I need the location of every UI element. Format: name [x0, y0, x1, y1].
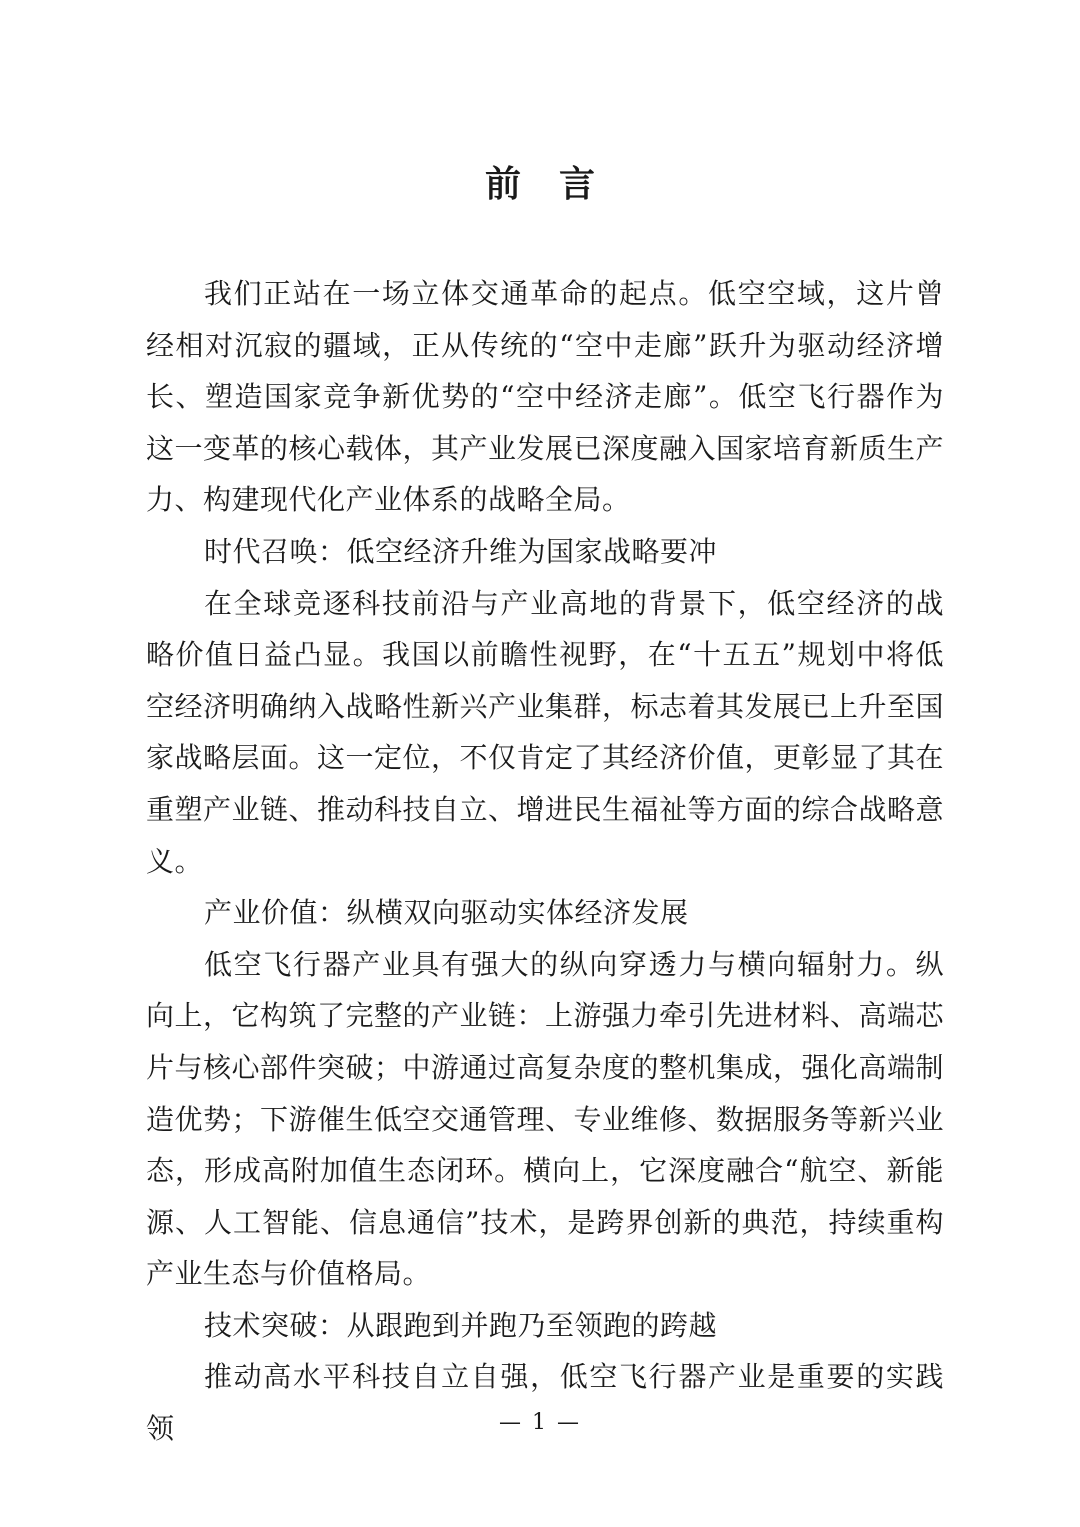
document-body [146, 268, 944, 1455]
section-heading-industry-value: 产业价值：纵横双向驱动实体经济发展 [204, 896, 689, 930]
paragraph-tech-selfreliance: 推动高水平科技自立自强，低空飞行器产业是重要的实践领 [146, 1360, 944, 1446]
section-heading-tech-breakthrough: 技术突破：从跟跑到并跑乃至领跑的跨越 [204, 1308, 718, 1342]
page-number: — 1 — [499, 1410, 581, 1435]
page-title: 前言 [484, 163, 633, 205]
paragraph-strategic-value: 在全球竞逐科技前沿与产业高地的背景下，低空经济的战略价值日益凸显。我国以前瞻性视野，在“十五五”规划中将低空经济明确纳入战略性新兴产业集群，标志着其发展已上升至国家战略层面。这一定位，不仅肯定了其经济价值，更彰显了其在重塑产业链、推动科技自立、增进民生福祉等方面的综合战略意义。 [146, 586, 945, 878]
paragraph-industry-chain: 低空飞行器产业具有强大的纵向穿透力与横向辐射力。纵向上，它构筑了完整的产业链：上游强力牵引先进材料、高端芯片与核心部件突破；中游通过高复杂度的整机集成，强化高端制造优势；下游催生低空交通管理、专业维修、数据服务等新兴业态，形成高附加值生态闭环。横向上，它深度融合“航空、新能源、人工智能、信息通信”技术，是跨界创新的典范，持续重构产业生态与价值格局。 [146, 947, 945, 1291]
section-heading-era-call: 时代召唤：低空经济升维为国家战略要冲 [204, 534, 718, 568]
paragraph-intro: 我们正站在一场立体交通革命的起点。低空空域，这片曾经相对沉寂的疆域，正从传统的“空中走廊”跃升为驱动经济增长、塑造国家竞争新优势的“空中经济走廊”。低空飞行器作为这一变革的核心载体，其产业发展已深度融入国家培育新质生产力、构建现代化产业体系的战略全局。 [146, 277, 945, 517]
